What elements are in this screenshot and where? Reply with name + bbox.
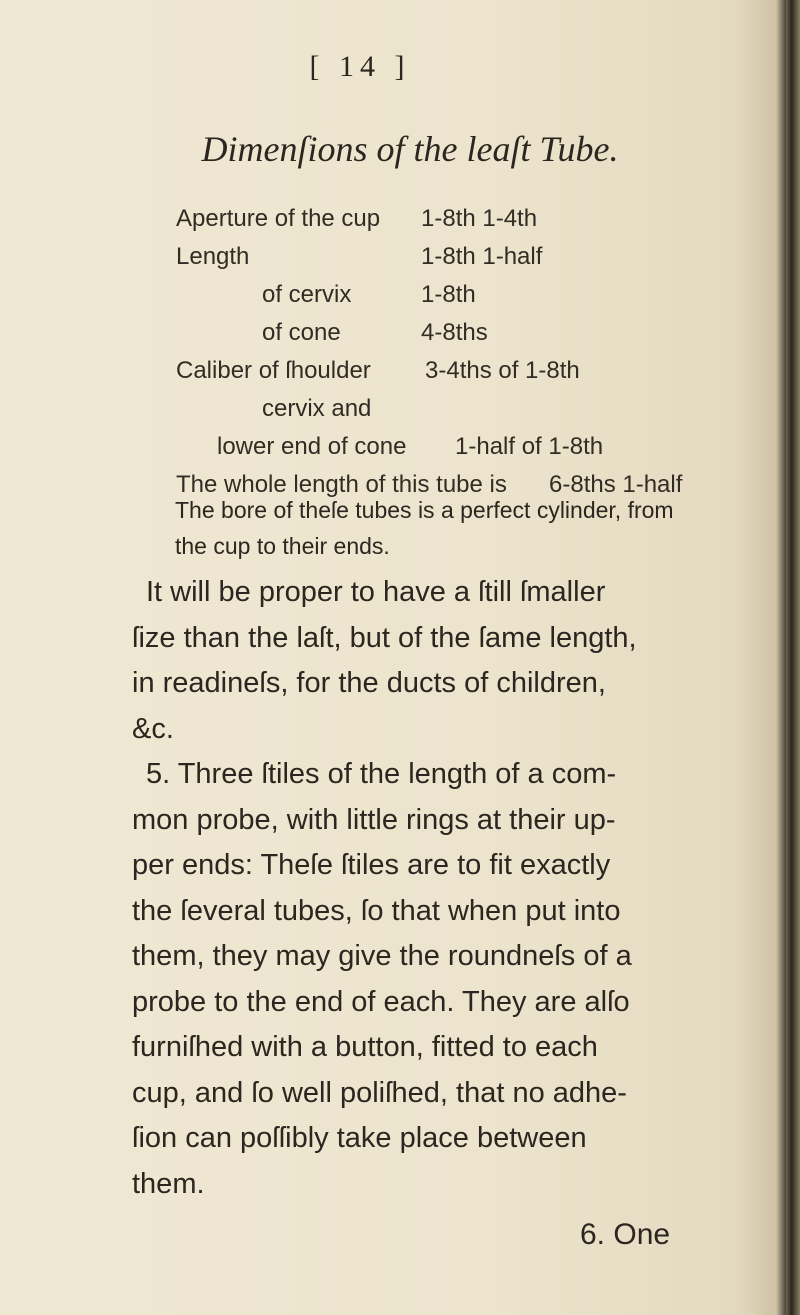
text-line: the ſeveral tubes, ſo that when put into <box>132 894 621 927</box>
section-heading: Dimenſions of the leaſt Tube. <box>201 129 619 169</box>
dimension-row <box>0 428 800 466</box>
dimension-label: cervix and <box>262 395 372 422</box>
text-line: probe to the end of each. They are alſo <box>132 985 630 1018</box>
dimension-label: Caliber of ſhoulder <box>176 357 371 384</box>
dimension-label: lower end of cone <box>217 433 407 460</box>
bore-note <box>175 492 715 564</box>
text-line: ſize than the laſt, but of the ſame length, <box>132 621 637 654</box>
text-line: per ends: Theſe ſtiles are to fit exactly <box>132 849 611 881</box>
text-line: cup, and ſo well poliſhed, that no adhe- <box>132 1076 627 1109</box>
dimension-label: Length <box>176 243 250 270</box>
text-line: &c. <box>132 712 174 745</box>
dimension-label: Aperture of the cup <box>176 205 381 232</box>
dimension-label: of cervix <box>262 281 352 308</box>
dimension-value: 4-8ths <box>421 319 488 346</box>
text-line: them. <box>132 1167 205 1200</box>
text-line: furniſhed with a button, fitted to each <box>132 1031 598 1063</box>
text-line: The bore of theſe tubes is a perfect cylinder, from <box>175 497 674 523</box>
text-line: mon probe, with little rings at their up- <box>132 803 616 836</box>
dimension-value: 1-8th <box>421 281 476 308</box>
dimension-row <box>0 200 800 238</box>
dimension-value: 1-8th 1-half <box>421 243 543 270</box>
text-line: ſion can poſſibly take place between <box>132 1122 587 1154</box>
text-line: in readineſs, for the ducts of children, <box>132 667 606 699</box>
text-line: 5. Three ſtiles of the length of a com- <box>146 758 617 790</box>
dimension-label: The whole length of this tube is <box>176 471 507 498</box>
paragraph-stiles <box>132 752 712 1207</box>
dimension-value: 1-8th 1-4th <box>421 205 538 232</box>
dimensions-table <box>0 200 800 504</box>
dimension-row <box>0 238 800 276</box>
dimension-value: 3-4ths of 1-8th <box>425 357 580 384</box>
catchword: 6. One <box>580 1218 671 1251</box>
dimension-row <box>0 314 800 352</box>
text-line: It will be proper to have a ſtill ſmaller <box>146 576 606 608</box>
page-number: [ 14 ] <box>309 50 411 83</box>
dimension-value: 1-half of 1-8th <box>455 433 604 460</box>
dimension-label: of cone <box>262 319 341 346</box>
page-edge <box>786 0 800 1315</box>
dimension-row <box>0 352 800 390</box>
dimension-row <box>0 390 800 428</box>
dimension-row <box>0 276 800 314</box>
paragraph-smaller-tube <box>132 570 712 752</box>
text-line: them, they may give the roundneſs of a <box>132 940 632 972</box>
text-line: the cup to their ends. <box>175 533 390 559</box>
dimension-value: 6-8ths 1-half <box>549 471 683 498</box>
